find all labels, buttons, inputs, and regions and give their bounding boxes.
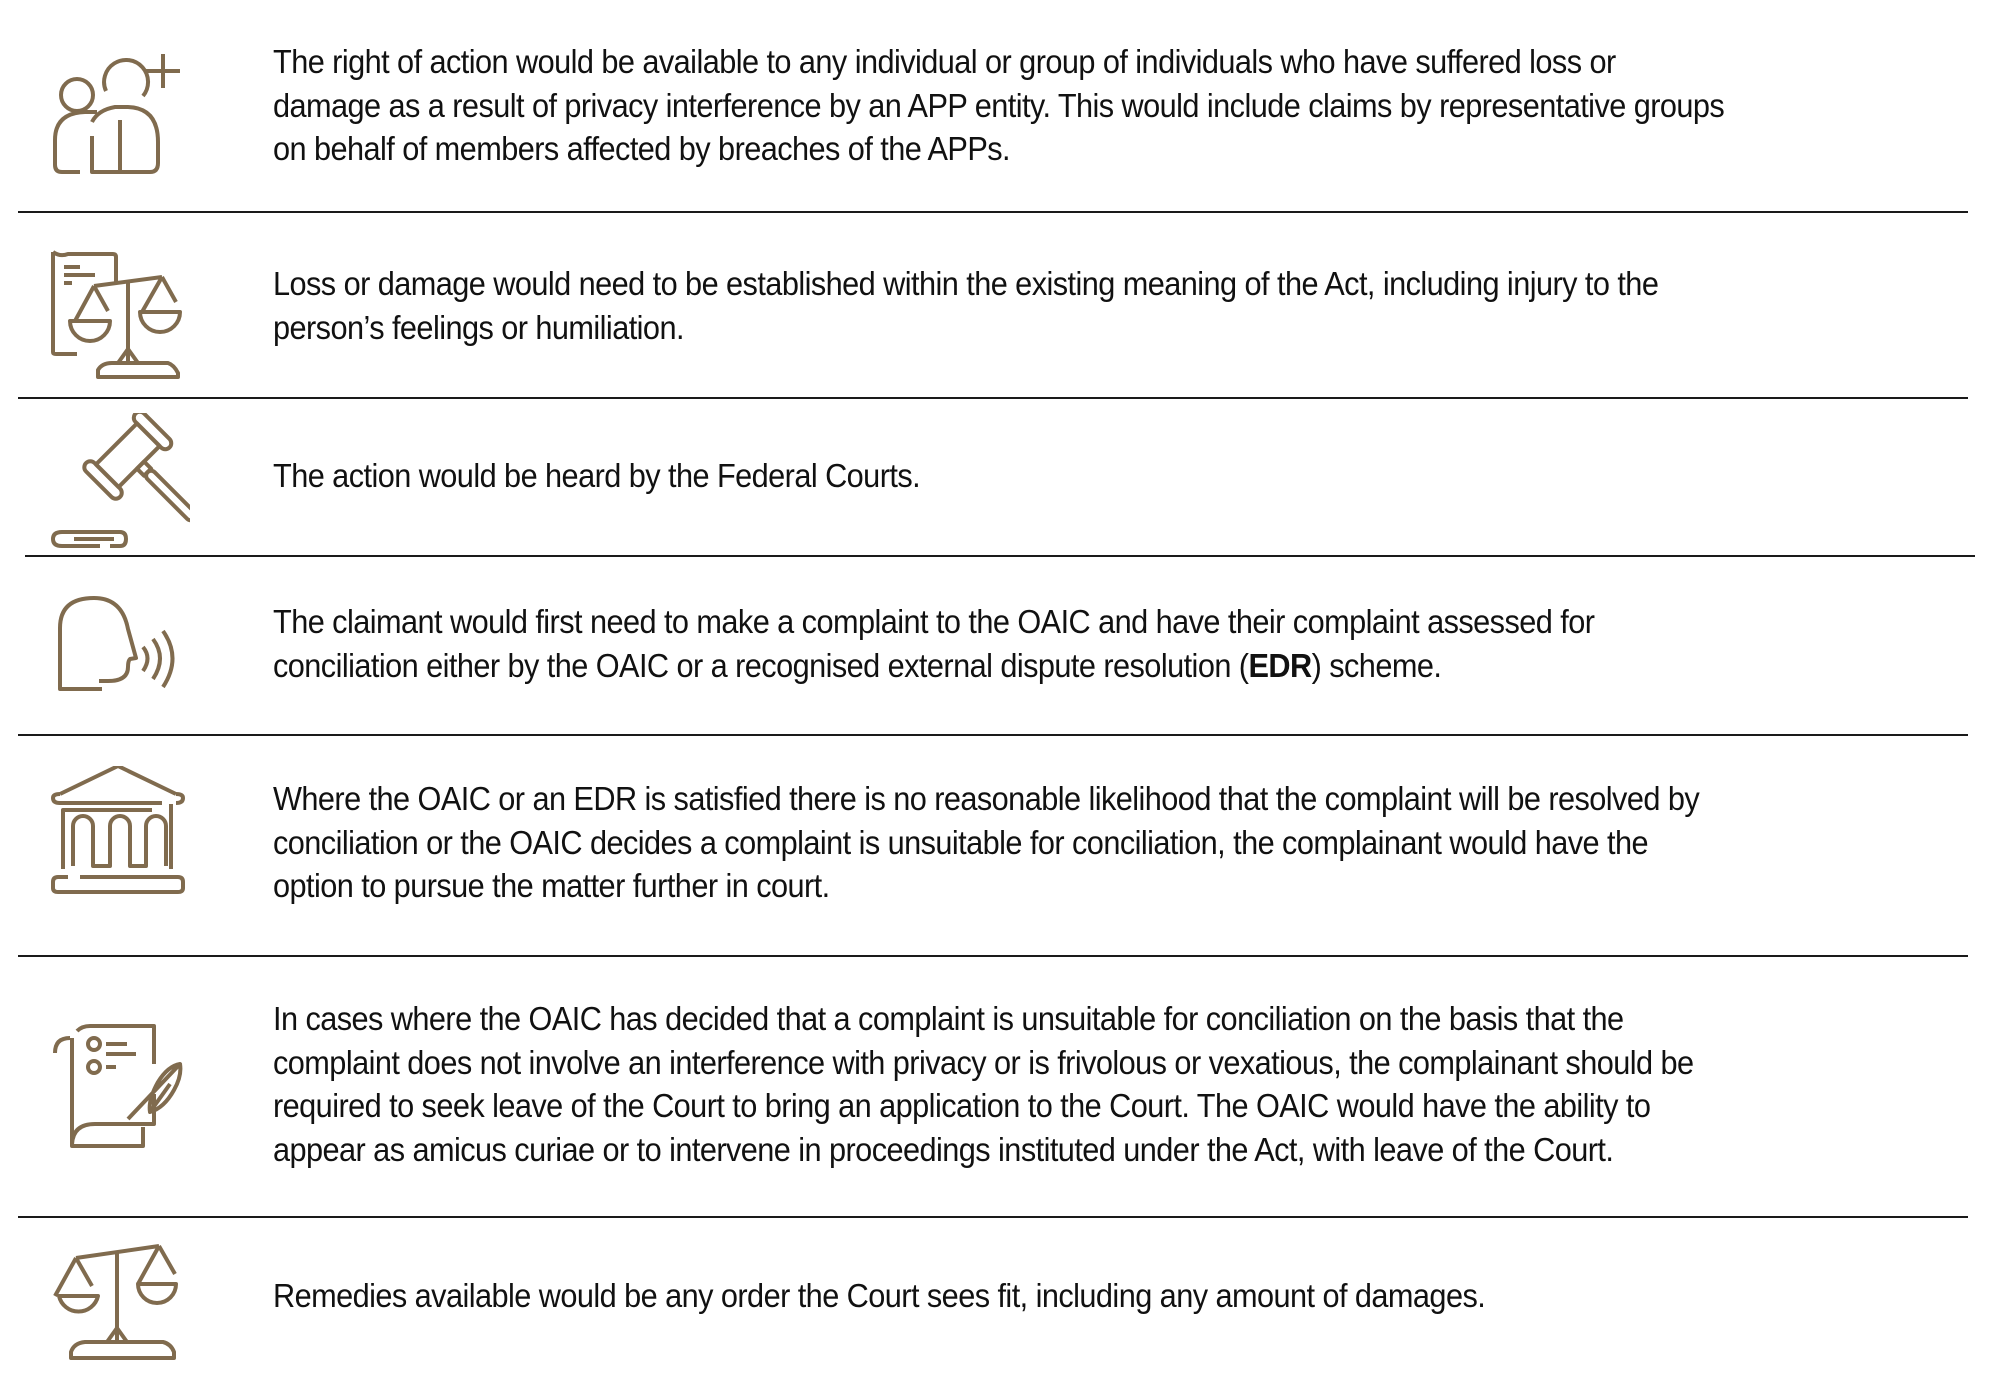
- list-item-text: Loss or damage would need to be established within the existing meaning of the Act, including injury to the person’s feelings or humiliation.: [273, 265, 1659, 346]
- document-scales-icon: [50, 249, 190, 389]
- list-item-text: The right of action would be available to any individual or group of individuals who have suffered loss or damage as a result of privacy interference by an APP entity. This would include claims by representative groups on behalf of members affected by breaches of the APPs.: [273, 43, 1725, 167]
- group-add-icon: [50, 50, 190, 190]
- edr-abbreviation: EDR: [1248, 646, 1312, 684]
- scales-of-justice-icon: [50, 1238, 190, 1378]
- list-item-text: Where the OAIC or an EDR is satisfied there is no reasonable likelihood that the complaint will be resolved by conciliation or the OAIC decides a complaint is unsuitable for conciliation, the complainant would have the option to pursue the matter further in court.: [273, 780, 1700, 904]
- list-item-oaic-complaint: [0, 557, 2000, 734]
- list-item-text: The action would be heard by the Federal Courts.: [273, 457, 921, 494]
- speaking-head-icon: [50, 595, 190, 735]
- list-item-leave-of-court: [0, 957, 2000, 1216]
- list-item-text: In cases where the OAIC has decided that a complaint is unsuitable for conciliation on the basis that the complaint does not involve an interference with privacy or is frivolous or vexatious, the complainant should be required to seek leave of the Court to bring an application to the Court. The OAIC would have the ability to appear as amicus curiae or to intervene in proceedings instituted under the Act, with leave of the Court.: [273, 1000, 1694, 1168]
- gavel-icon: [50, 413, 190, 553]
- list-item-loss-or-damage: [0, 213, 2000, 397]
- courthouse-icon: [50, 766, 190, 906]
- list-item-court-option: [0, 736, 2000, 955]
- line-with-edr: conciliation either by the OAIC or a recognised external dispute resolution (EDR) scheme.: [273, 646, 1442, 684]
- list-item-remedies: [0, 1218, 2000, 1383]
- document-quill-icon: [50, 1014, 190, 1154]
- list-item-text: The claimant would first need to make a complaint to the OAIC and have their complaint assessed for conciliation either by the OAIC or a recognised external dispute resolution (EDR) scheme.: [273, 600, 1854, 687]
- list-item-federal-courts: [0, 399, 2000, 555]
- list-item-text: Remedies available would be any order the Court sees fit, including any amount of damages.: [273, 1277, 1486, 1314]
- list-item-right-of-action: [0, 0, 2000, 212]
